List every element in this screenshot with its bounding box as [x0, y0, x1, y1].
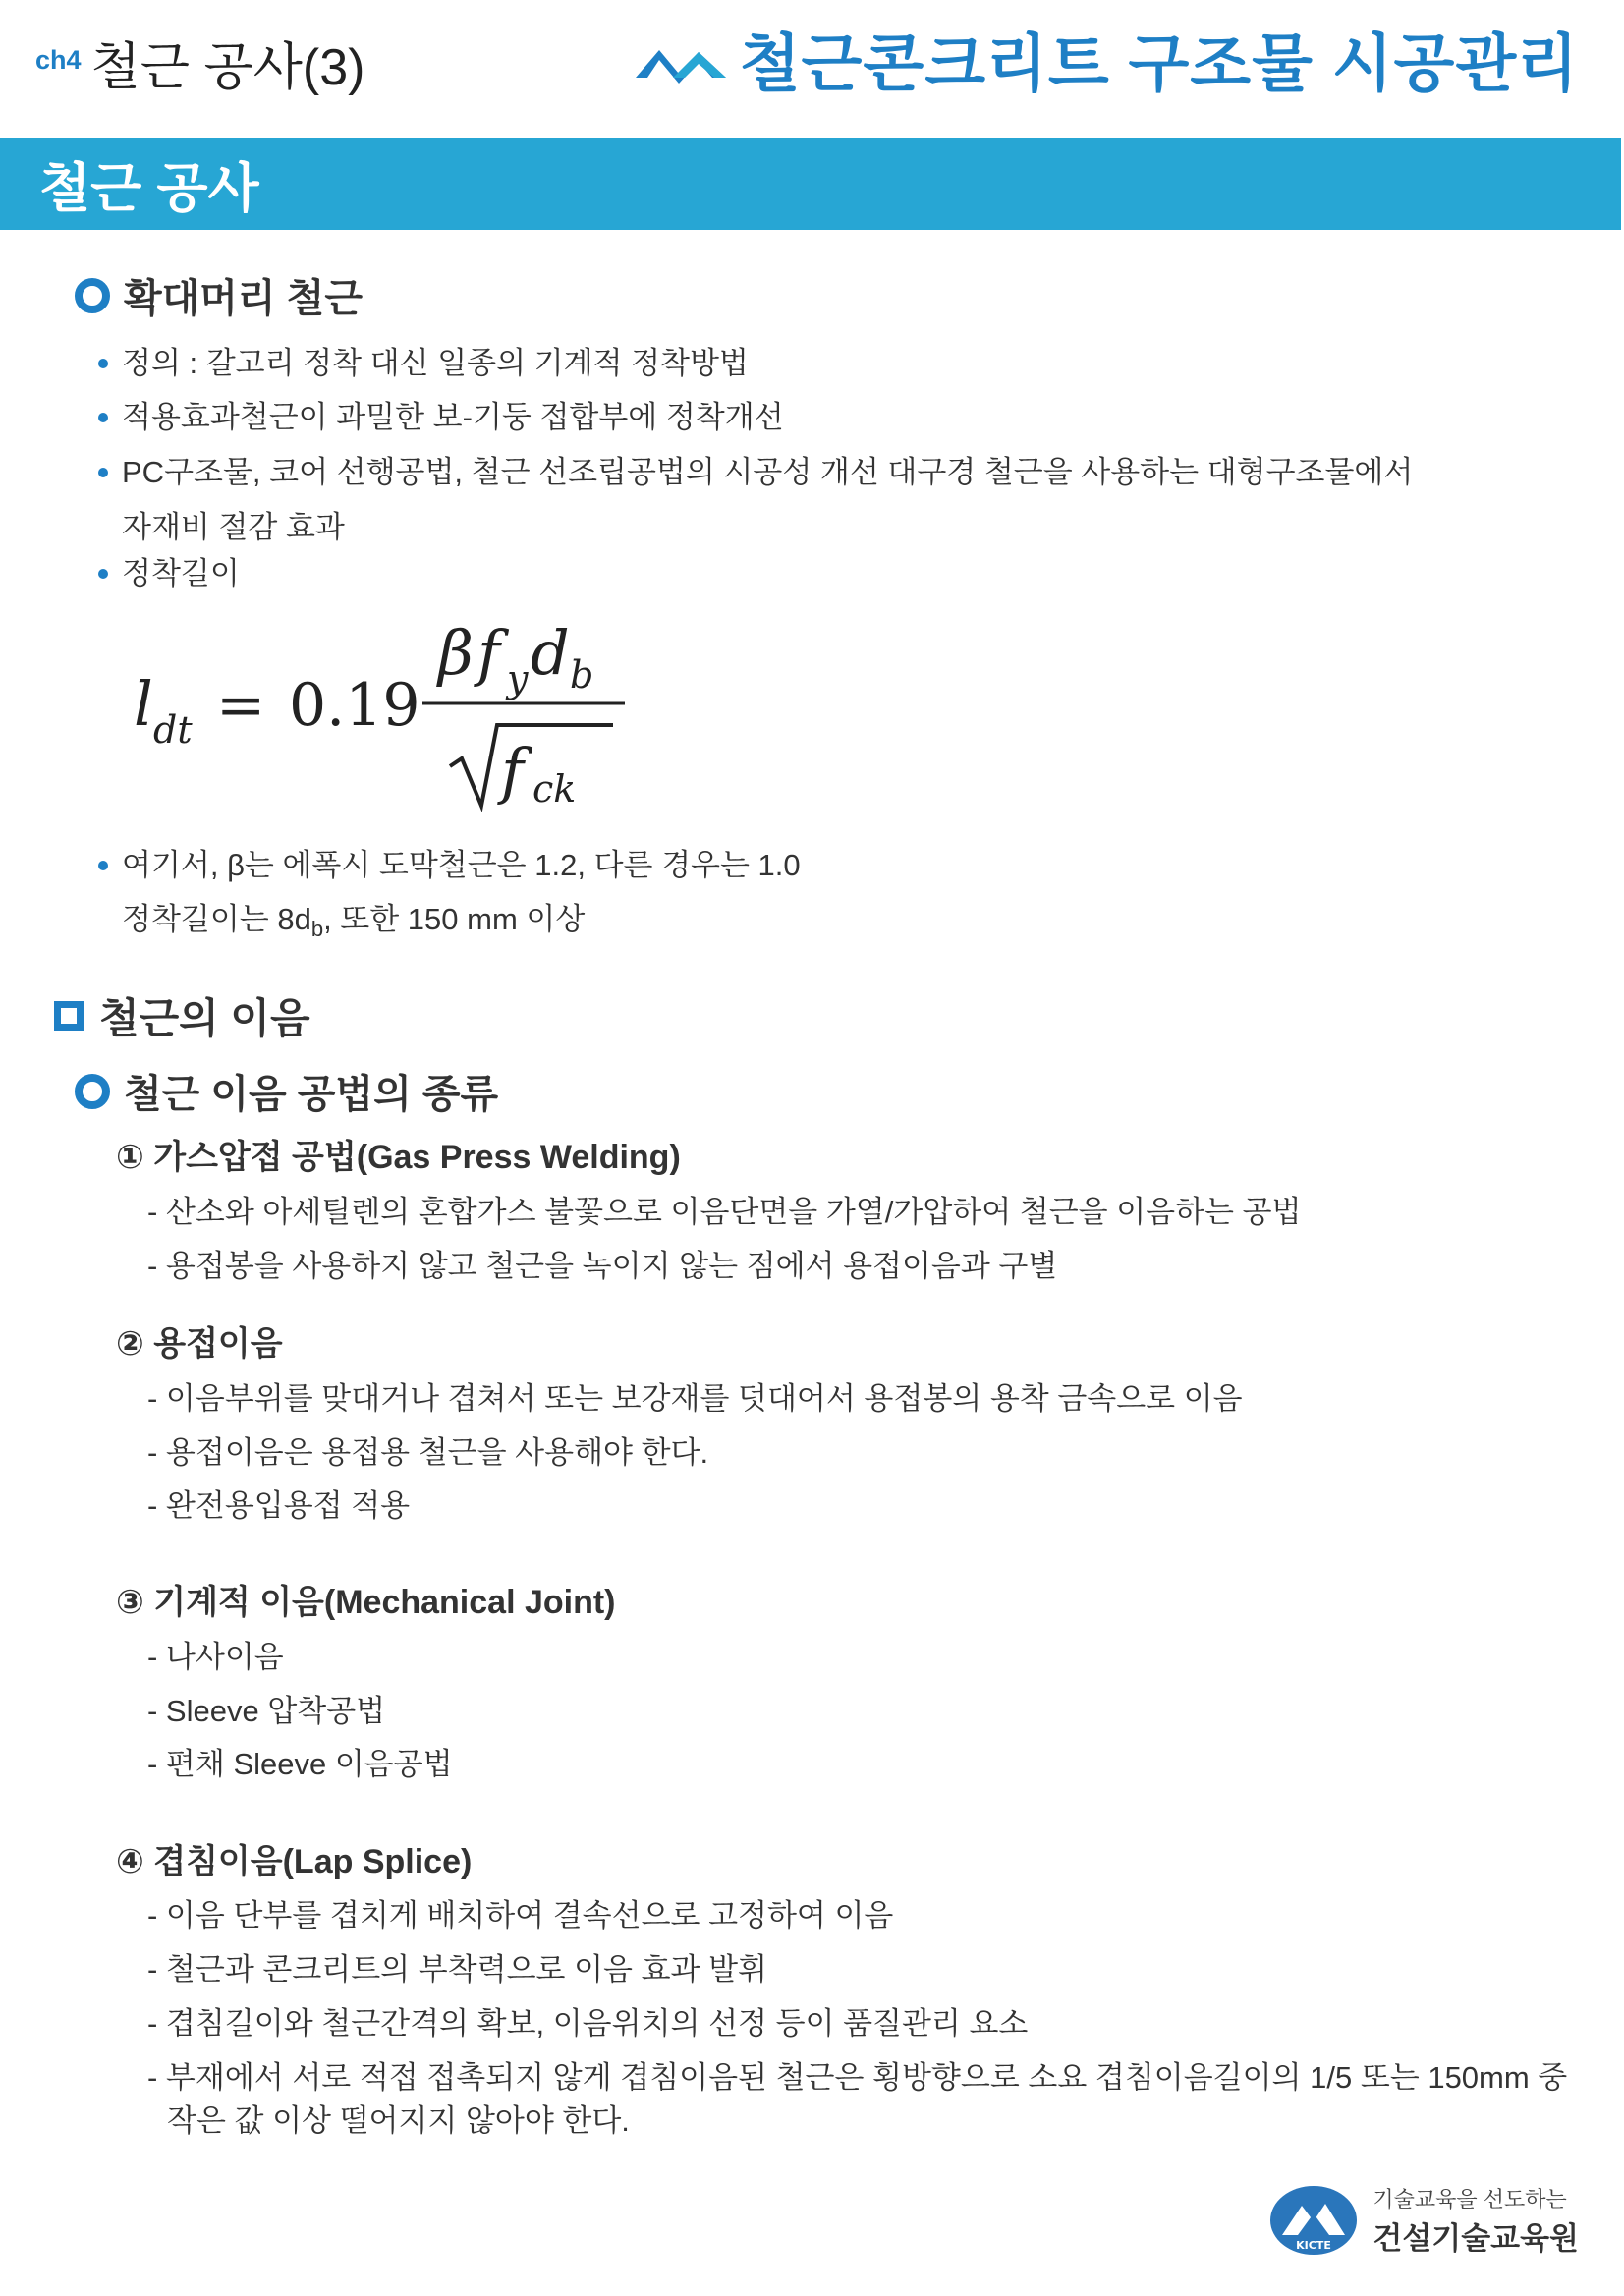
- sqrt-sign: [450, 725, 613, 806]
- chapter-tag: ch4: [35, 45, 82, 75]
- bullet-item: 정의 : 갈고리 정착 대신 일종의 기계적 정착방법: [98, 340, 749, 387]
- formula-b: b: [570, 653, 594, 697]
- formula-lhs: l: [134, 668, 153, 740]
- bullet-dot-icon: [98, 569, 108, 579]
- bullet-dot-icon: [98, 413, 108, 422]
- chapter-header: [35, 37, 364, 98]
- splice-types-heading: 철근 이음 공법의 종류: [75, 1063, 498, 1119]
- method-item: - 용접봉을 사용하지 않고 철근을 녹이지 않는 점에서 용접이음과 구별: [147, 1249, 1058, 1283]
- formula-beta: β: [438, 617, 474, 689]
- formula-y: y: [507, 657, 529, 700]
- circle-bullet-icon: [75, 1074, 110, 1109]
- bullet-item: 여기서, β는 에폭시 도막철근은 1.2, 다른 경우는 1.0: [98, 842, 801, 889]
- bullet-dot-icon: [98, 861, 108, 870]
- method-title: ④ 겹침이음(Lap Splice): [116, 1843, 473, 1880]
- method-item: - 이음 단부를 겹치게 배치하여 결속선으로 고정하여 이음: [147, 1898, 894, 1932]
- method-title: ③ 기계적 이음(Mechanical Joint): [116, 1584, 616, 1621]
- bullet-continuation: 정착길이는 $8d_b$, 또한 150 mm 이상: [122, 902, 586, 942]
- chapter-title: 철근 공사(3): [90, 39, 365, 96]
- bullet-item: 정착길이: [98, 550, 240, 597]
- headed-rebar-heading: [75, 267, 363, 323]
- circle-bullet-icon: [75, 278, 110, 313]
- formula-f: f: [477, 617, 500, 689]
- brand-header: [634, 29, 1579, 98]
- method-title: ② 용접이음: [116, 1325, 283, 1363]
- rebar-splice-heading: 철근의 이음: [54, 986, 310, 1045]
- bullet-item: PC구조물, 코어 선행공법, 철근 선조립공법의 시공성 개선 대구경 철근을 사용하는 대형구조물에서: [98, 449, 1413, 496]
- method-item: - 산소와 아세틸렌의 혼합가스 불꽃으로 이음단면을 가열/가압하여 철근을 이음하는 공법: [147, 1195, 1302, 1229]
- heading-text: 확대머리 철근: [124, 277, 363, 320]
- svg-text:KICTE: KICTE: [1296, 2239, 1332, 2252]
- method-item: - 부재에서 서로 적접 접촉되지 않게 겹침이음된 철근은 횡방향으로 소요 겹침이음길이의 1/5 또는 150mm 중: [147, 2060, 1568, 2095]
- brand-title: 철근콘크리트 구조물 시공관리: [739, 28, 1579, 99]
- development-length-formula: [128, 609, 639, 815]
- footer-tagline: 기술교육을 선도하는: [1372, 2187, 1567, 2212]
- square-bullet-icon: [54, 1001, 84, 1031]
- method-item: - 완전용입용접 적용: [147, 1488, 411, 1523]
- method-item: - 편채 Sleeve 이음공법: [147, 1747, 453, 1781]
- formula-den-f: f: [501, 735, 524, 807]
- bullet-dot-icon: [98, 468, 108, 477]
- bullet-item: 적용효과철근이 과밀한 보-기둥 접합부에 정착개선: [98, 394, 784, 441]
- footer-org: 건설기술교육원: [1372, 2221, 1579, 2256]
- method-item: - 용접이음은 용접용 철근을 사용해야 한다.: [147, 1435, 709, 1470]
- method-title: ① 가스압접 공법(Gas Press Welding): [116, 1139, 681, 1176]
- method-item: - 철근과 콘크리트의 부착력으로 이음 효과 발휘: [147, 1952, 767, 1987]
- method-item: - Sleeve 압착공법: [147, 1694, 386, 1728]
- method-item: - 나사이음: [147, 1640, 284, 1674]
- brand-mountain-icon: [634, 44, 728, 84]
- formula-den-ck: ck: [532, 767, 577, 811]
- formula-equals: =: [216, 671, 266, 740]
- bullet-dot-icon: [98, 359, 108, 368]
- method-item: - 이음부위를 맞대거나 겹쳐서 또는 보강재를 덧대어서 용접봉의 용착 금속으로 이음: [147, 1381, 1243, 1416]
- footer-logo: [1268, 2183, 1579, 2258]
- method-item: - 겹침길이와 철근간격의 확보, 이음위치의 선정 등이 품질관리 요소: [147, 2006, 1029, 2041]
- formula-lhs-sub: dt: [153, 708, 193, 752]
- bullet-continuation: 자재비 절감 효과: [122, 510, 345, 544]
- formula-d: d: [531, 617, 570, 689]
- method-item-continuation: 작은 값 이상 떨어지지 않아야 한다.: [167, 2103, 630, 2138]
- banner-title: 철근 공사: [39, 158, 259, 218]
- formula-coef: 0.19: [289, 671, 420, 740]
- section-banner: [0, 138, 1621, 230]
- kicte-logo-icon: [1268, 2184, 1359, 2257]
